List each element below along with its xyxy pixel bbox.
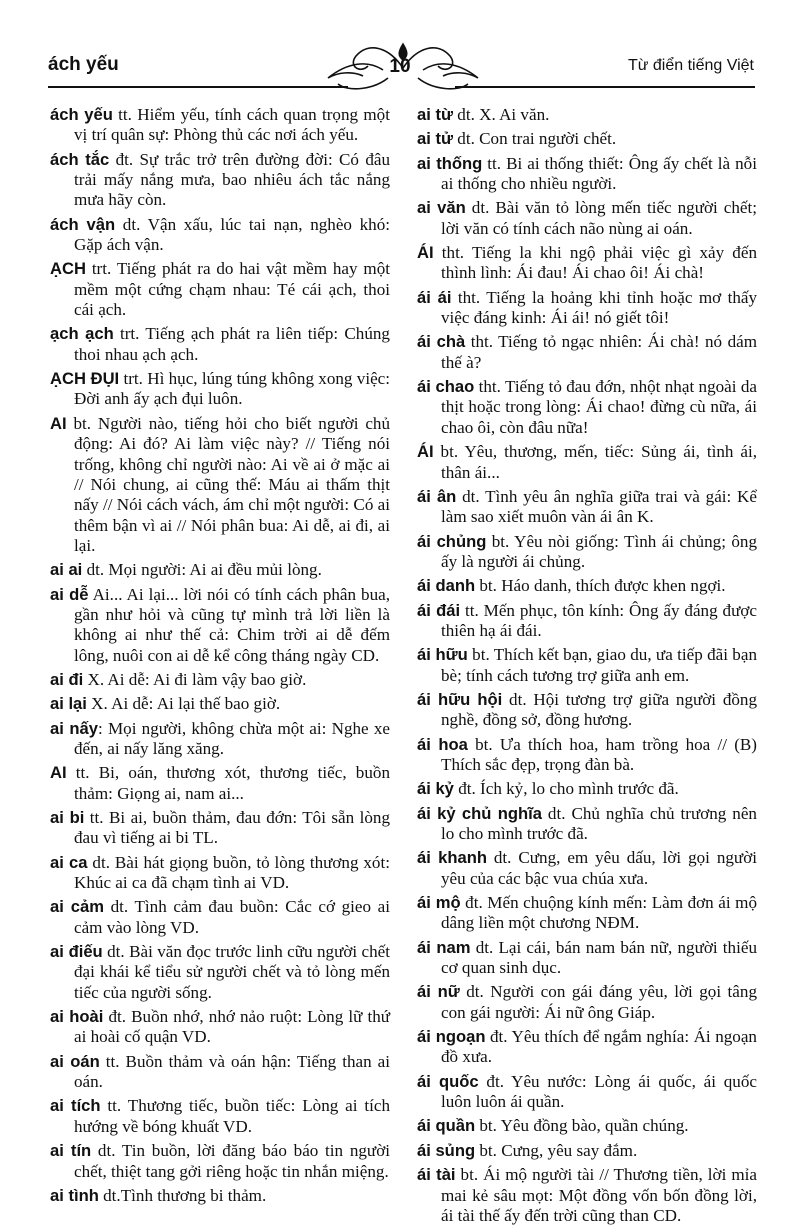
entry-headword: ái hữu [417,645,468,665]
entry-definition: trt. Tiếng ạch phát ra liên tiếp: Chúng thoi nhau ạch ạch. [74,324,390,364]
entry-headword: ai tín [50,1141,92,1161]
dictionary-entry [50,763,390,804]
entry-headword: AI [50,413,67,433]
dictionary-entry [50,853,390,894]
dictionary-entry [50,324,390,365]
dictionary-entry [50,414,390,556]
entry-definition: đt. Ích kỷ, lo cho mình trước đã. [453,779,679,799]
dictionary-entry [50,215,390,256]
entry-headword: ách tắc [50,149,110,169]
entry-definition: dt. Người con gái đáng yêu, lời gọi tâng con gái người: Ái nữ ông Giáp. [441,982,757,1022]
entry-definition: dt. Vận xấu, lúc tai nạn, nghèo khó: Gặp ách vận. [74,214,390,255]
dictionary-entry [50,1141,390,1182]
dictionary-entry [50,105,390,146]
dictionary-entry [50,560,390,580]
dictionary-entry [50,1007,390,1048]
entry-headword: ai oán [50,1051,100,1071]
dictionary-entry [417,982,757,1023]
entry-definition: bt. Thích kết bạn, giao du, ưa tiếp đãi bạn bè; tính cách tương trợ giữa anh em. [441,645,757,685]
dictionary-entry [417,1072,757,1113]
entry-headword: ái chà [417,332,466,352]
entry-definition: dt. Bài hát giọng buồn, tỏ lòng thương xót: Khúc ai ca đã chạm tình ai VD. [74,852,390,893]
dictionary-entry [50,942,390,1003]
dictionary-entry [417,532,757,573]
header-rule-left [48,86,348,88]
entry-definition: bt. Yêu nòi giống: Tình ái chủng; ông ấy là người ái chủng. [441,531,757,571]
entry-definition: X. Ai dễ: Ai đi làm vậy bao giờ. [83,669,307,689]
entry-definition: bt. Người nào, tiếng hỏi cho biết người chủ động: Ai đó? Ai làm việc này? // Tiếng nói trống, không chỉ người nào: Ai về ai ở mặc ai // Nói chung, ai cũng thế: Máu ai thấm thịt nấy // Nói cách vách, ám chỉ một người: Có ai thêm bận vì ai // Nói phân bua: Ai dễ, ai đi, ai lại. [66,413,390,555]
entry-definition: dt. X. Ai văn. [453,105,550,124]
entry-definition: dt. Hội tương trợ giữa người đồng nghề, đồng sở, đồng hương. [441,689,758,730]
dictionary-entry [417,779,757,799]
dictionary-entry [50,259,390,320]
dictionary-entry [417,154,757,195]
entry-headword: ái kỷ [417,779,454,799]
entry-definition: bt. Ái mộ người tài // Thương tiền, lời mỉa mai kẻ sâu mọt: Một đồng vốn bốn đồng lời, ái tài thế ấy đến trời cũng than CD. [441,1165,757,1225]
page-number: 10 [389,56,411,77]
entry-headword: ai ai [50,560,83,580]
dictionary-entry [417,938,757,979]
entry-definition: tt. Bi ai thống thiết: Ông ấy chết là nỗi ai thống cho nhiều người. [441,153,757,194]
entry-definition: đt. Buồn nhớ, nhớ nảo ruột: Lòng lữ thứ ai hoài cố quận VD. [74,1007,391,1047]
dictionary-entry [417,645,757,686]
dictionary-entry [417,804,757,845]
entry-definition: đt. Yêu nước: Lòng ái quốc, ái quốc luôn luôn ái quần. [441,1071,757,1112]
entry-headword: ái nữ [417,982,460,1002]
header-rule-right [455,86,755,88]
entry-definition: tht. Tiếng la khi ngộ phải việc gì xảy đến thình lình: Ái đau! Ái chao ôi! Ái chà! [433,243,757,283]
dictionary-entry [50,585,390,666]
entry-definition: Ai... Ai lại... lời nói có tính cách phân bua, gần như hỏi và cũng tự mình trả lời liền là không ai như thế cả: Chim trời ai dễ đếm lông, nuôi con ai dễ kể công tháng ngày CD. [74,584,390,665]
entry-headword: ái chao [417,377,475,397]
entry-definition: trt. Hì hục, lúng túng không xong việc: Đời anh ấy ạch đụi luôn. [74,369,391,409]
entry-headword: ái tài [417,1165,456,1185]
entry-headword: ai điếu [50,942,103,962]
dictionary-entry [417,1027,757,1068]
entry-definition: tt. Bi, oán, thương xót, thương tiếc, buồn thảm: Giọng ai, nam ai... [66,763,390,803]
dictionary-entry [417,1116,757,1136]
entry-headword: ái ái [417,287,452,307]
entry-headword: ai lại [50,694,87,714]
book-title: Từ điển tiếng Việt [627,57,754,74]
dictionary-entry [50,1186,390,1206]
entry-definition: tt. Hiểm yếu, tính cách quan trọng một vị trí quân sự: Phòng thủ các nơi ách yếu. [74,105,390,145]
entry-headword: ai ca [50,852,88,872]
entry-headword: ai tích [50,1096,101,1116]
dictionary-entry [417,848,757,889]
entry-headword: ai nấy [50,718,98,738]
dictionary-entry [50,670,390,690]
dictionary-entry [50,1096,390,1137]
entry-definition: đt. Mến chuộng kính mến: Làm đơn ái mộ dâng liền một chương NĐM. [441,893,758,933]
entry-headword: ái khanh [417,848,487,868]
entry-headword: ái kỷ chủ nghĩa [417,803,542,823]
entry-headword: ách yếu [50,105,113,124]
entry-headword: ai tử [417,129,453,149]
entry-definition: tt. Buồn thảm và oán hận: Tiếng than ai oán. [74,1051,390,1092]
dictionary-entry [417,893,757,934]
entry-definition: dt. Tin buồn, lời đăng báo báo tin người chết, thiệt tang gởi riêng hoặc tin nhắn miệng. [74,1141,390,1181]
entry-headword: ai bi [50,808,85,827]
entry-definition: dt. Cưng, em yêu dấu, lời gọi người yêu của các bậc vua chúa xưa. [441,848,757,888]
dictionary-entry [50,897,390,938]
entry-headword: ÁI [417,442,434,462]
entry-definition: bt. Yêu, thương, mến, tiếc: Sủng ái, tình ái, thân ái... [433,442,757,482]
entry-definition: tt. Bi ai, buồn thảm, đau đớn: Tôi sẵn lòng đau vì tiếng ai bi TL. [74,808,390,848]
entry-definition: dt. Bài văn tỏ lòng mến tiếc người chết; lời văn có tính cách não nùng ai oán. [441,198,757,238]
dictionary-entry [50,369,390,410]
dictionary-entry [417,332,757,373]
entry-definition: bt. Ưa thích hoa, ham trồng hoa // (B) Thích sắc đẹp, trọng đàn bà. [441,734,757,774]
entry-headword: ái đái [417,600,461,620]
entry-headword: ai đi [50,669,84,689]
dictionary-entry [417,1141,757,1161]
entry-headword: ái hữu hội [417,689,503,709]
entry-definition: bt. Háo danh, thích được khen ngợi. [475,576,726,596]
entry-headword: ái mộ [417,893,461,913]
entry-definition: dt. Mọi người: Ai ai đều mủi lòng. [82,560,322,580]
guide-word: ách yếu [48,54,119,75]
dictionary-entry [417,288,757,329]
entry-headword: ái hoa [417,734,468,754]
entry-definition: dt.Tình thương bi thảm. [98,1185,267,1205]
dictionary-entry [417,377,757,438]
dictionary-entry [417,690,757,731]
page-header [0,0,800,100]
entry-headword: ai dễ [50,584,89,604]
entry-headword: ái danh [417,576,476,596]
entry-definition: X. Ai dễ: Ai lại thế bao giờ. [86,694,281,714]
entry-headword: ai hoài [50,1007,104,1027]
entry-headword: ai cảm [50,897,104,917]
entry-definition: trt. Tiếng phát ra do hai vật mềm hay một mềm một cứng chạm nhau: Té cái ạch, thoi cái ạch. [74,259,390,320]
dictionary-entry [50,808,390,849]
entry-headword: ái chủng [417,531,487,551]
entry-headword: AI [50,763,67,783]
dictionary-entry [417,129,757,149]
entry-definition: đt. Sự trắc trở trên đường đời: Có đâu trải mấy nắng mưa, bao nhiêu ách tắc nắng mưa hãy còn. [74,149,391,210]
entry-headword: ÁI [417,243,434,263]
entry-definition: : Mọi người, không chừa một ai: Nghe xe đến, ai nấy lăng xăng. [74,718,390,758]
entry-definition: tht. Tiếng tỏ đau đớn, nhột nhạt ngoài da thịt hoặc trong lòng: Ái chao! đừng cù nữa, ái chao ôi, còn đâu nữa! [441,377,757,437]
entry-definition: dt. Chủ nghĩa chủ trương nên lo cho mình trước đã. [441,803,757,843]
entry-headword: ẠCH ĐỤI [50,369,120,389]
entry-definition: tht. Tiếng la hoảng khi tỉnh hoặc mơ thấy việc đáng kinh: Ái ái! nó giết tôi! [441,287,757,328]
entry-headword: ai tình [50,1185,99,1205]
dictionary-entry [50,719,390,760]
dictionary-entry [50,150,390,211]
entry-definition: dt. Lại cái, bán nam bán nữ, người thiếu cơ quan sinh dục. [441,937,757,978]
right-column [417,105,757,1230]
entry-headword: ách vận [50,214,116,234]
entry-definition: bt. Yêu đồng bào, quần chúng. [475,1116,689,1136]
entry-headword: ẠCH [50,259,86,279]
entry-definition: dt. Bài văn đọc trước linh cữu người chết đại khái kể tiểu sử người chết và tỏ lòng mến tiếc của người sống. [74,942,390,1002]
entry-headword: ai thống [417,153,483,173]
dictionary-entry [417,243,757,284]
entry-definition: dt. Tình yêu ân nghĩa giữa trai và gái: Kể làm sao xiết muôn vàn ái ân K. [441,486,757,527]
dictionary-entry [50,1052,390,1093]
left-column [50,105,390,1210]
entry-definition: đt. Yêu thích để ngắm nghía: Ái ngoạn đồ xưa. [441,1027,757,1067]
entry-headword: ái sủng [417,1140,476,1160]
entry-headword: ai văn [417,198,466,218]
entry-headword: ai từ [417,105,453,124]
dictionary-entry [417,105,757,125]
entry-definition: tt. Thương tiếc, buồn tiếc: Lòng ai tích hướng về bóng khuất VD. [74,1096,390,1136]
entry-definition: dt. Tình cảm đau buồn: Cắc cớ gieo ai cảm vào lòng VD. [74,897,391,937]
entry-headword: ái quốc [417,1071,479,1091]
entry-definition: tht. Tiếng tỏ ngạc nhiên: Ái chà! nó dám thế à? [441,332,757,372]
dictionary-entry [50,694,390,714]
entry-headword: ái quần [417,1116,476,1136]
entry-definition: dt. Con trai người chết. [453,129,617,149]
entry-headword: ạch ạch [50,324,114,344]
dictionary-entry [417,601,757,642]
dictionary-entry [417,198,757,239]
dictionary-entry [417,442,757,483]
dictionary-entry [417,735,757,776]
entry-headword: ái nam [417,937,471,957]
dictionary-entry [417,576,757,596]
entry-headword: ái ngoạn [417,1027,486,1047]
dictionary-entry [417,487,757,528]
entry-headword: ái ân [417,486,457,506]
dictionary-entry [417,1165,757,1226]
entry-definition: tt. Mến phục, tôn kính: Ông ấy đáng được thiên hạ ái đái. [441,600,757,640]
entry-definition: bt. Cưng, yêu say đắm. [475,1140,638,1160]
